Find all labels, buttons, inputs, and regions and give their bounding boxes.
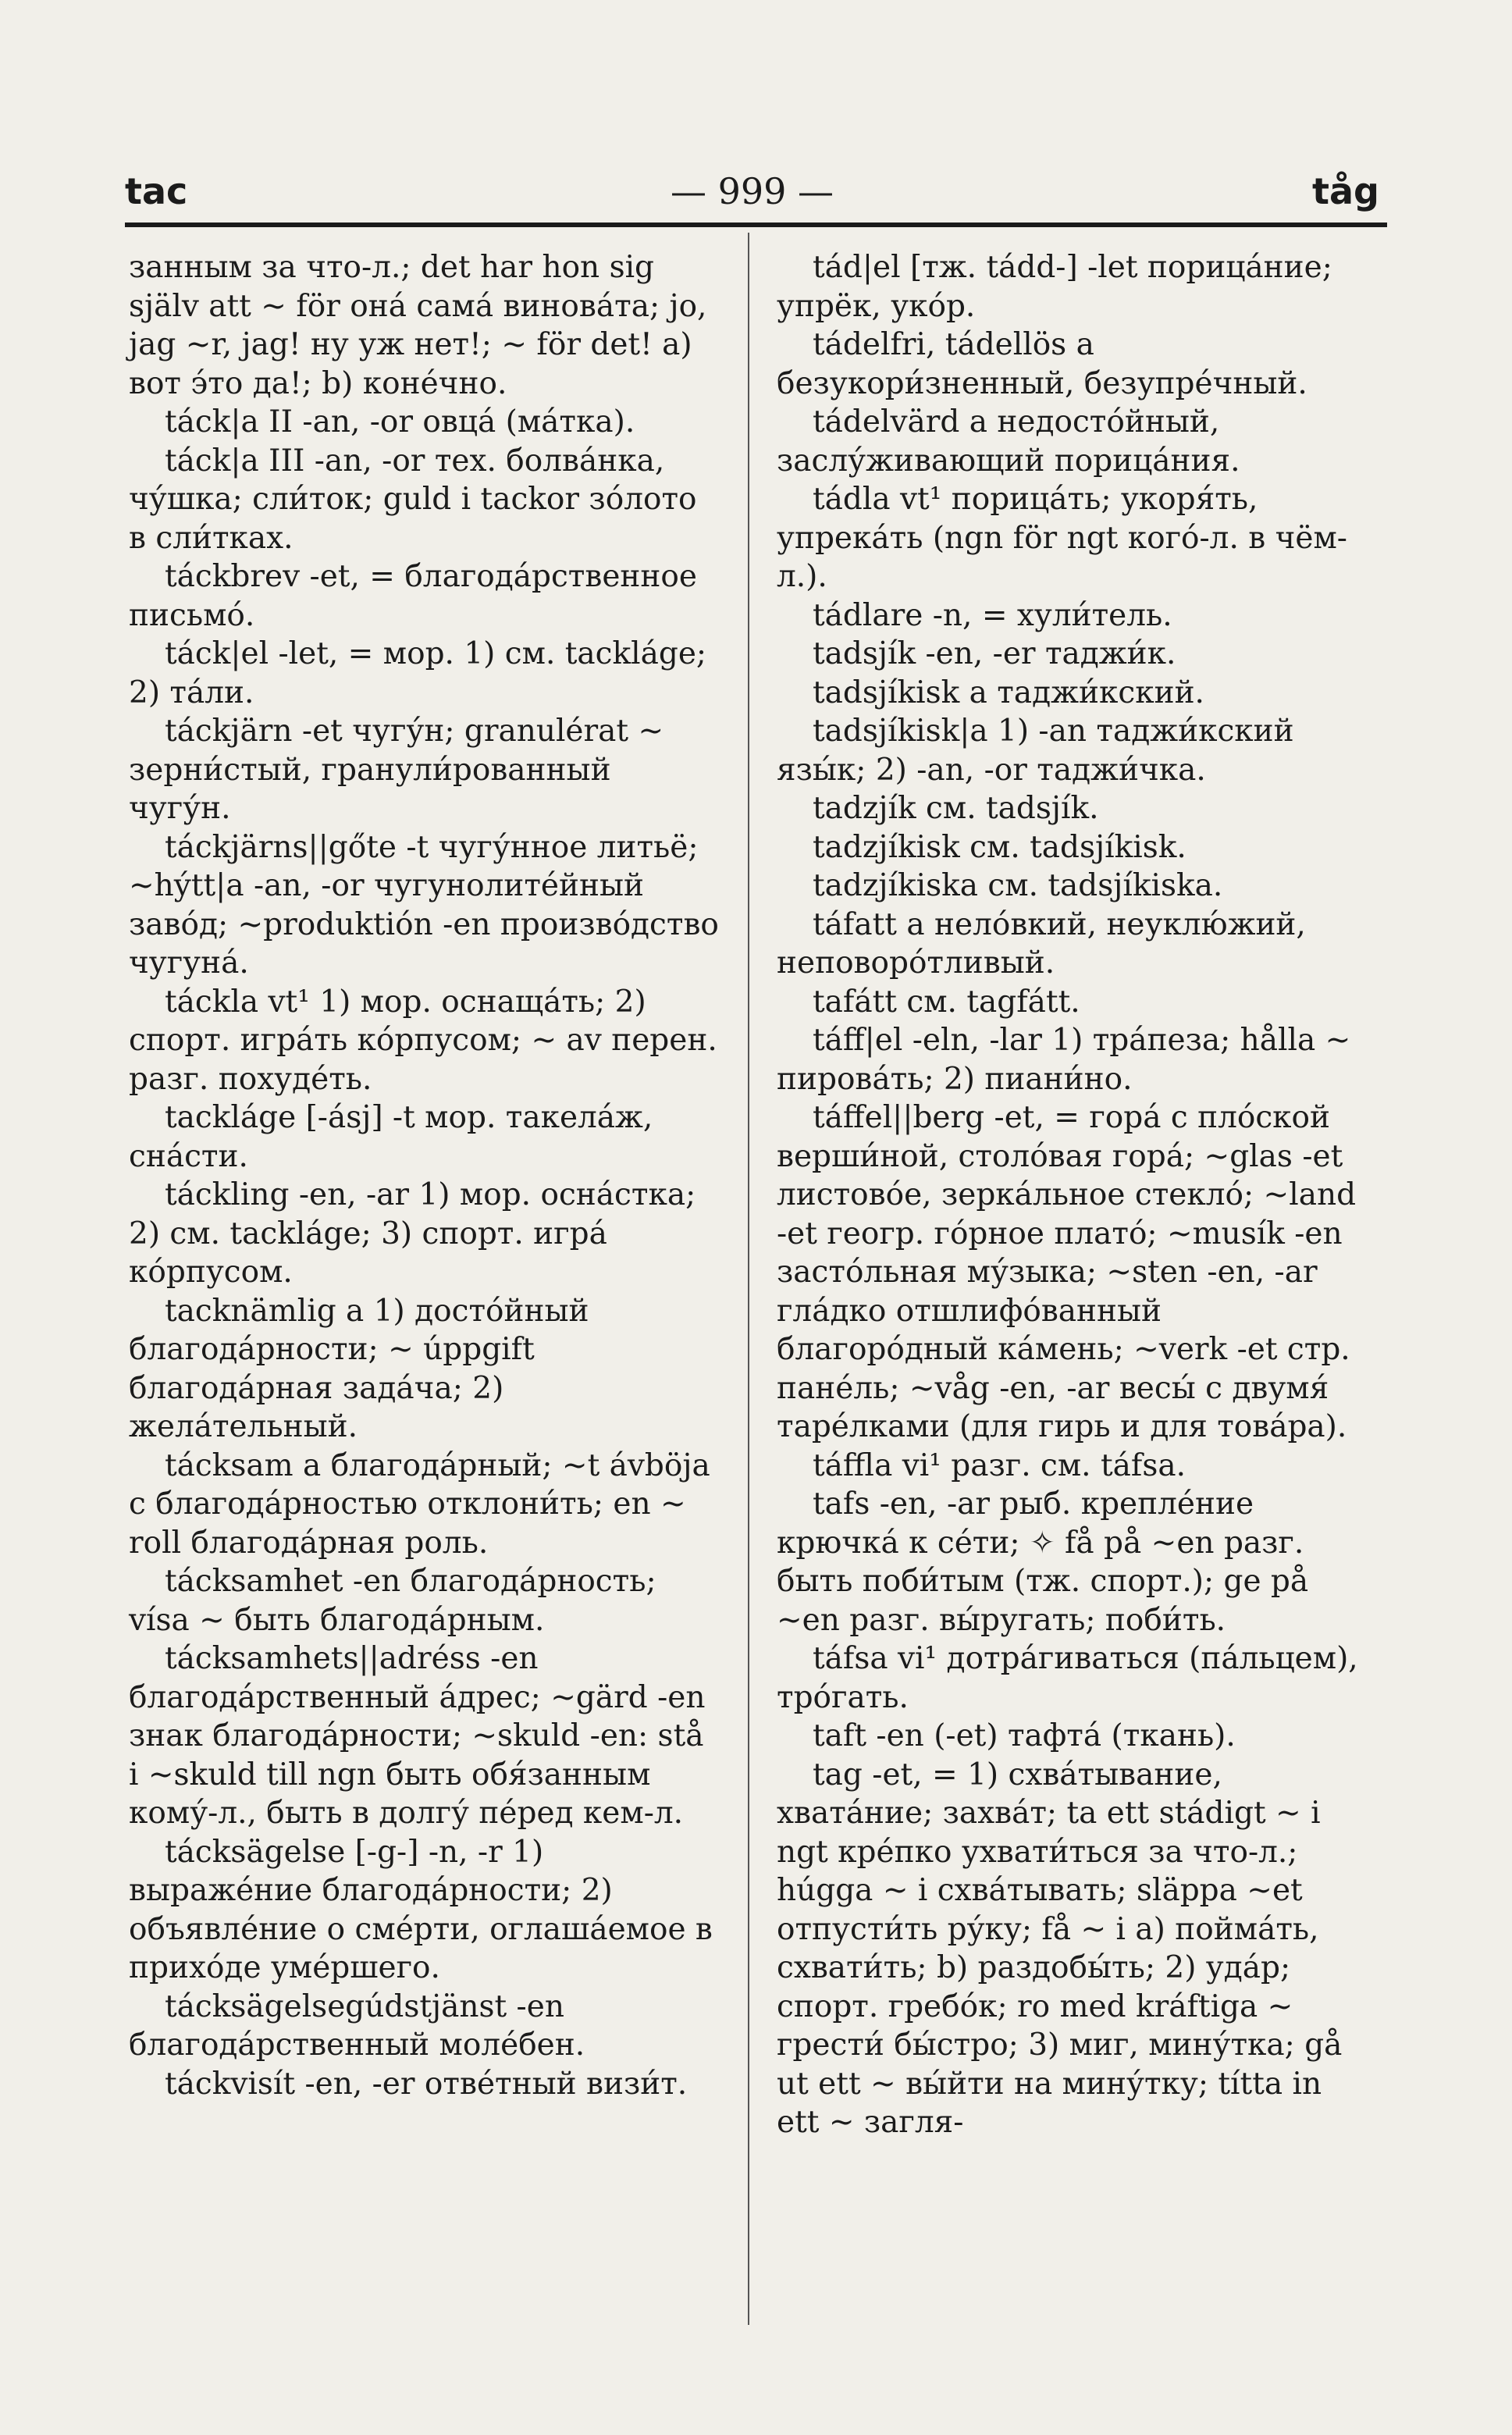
dictionary-entry: táckbrev -et, = благода́рственное письмо́.: [129, 559, 697, 633]
left-column: [129, 248, 722, 2103]
dictionary-entry: táff|el -eln, -lar 1) тра́пеза; hålla ~ пирова́ть; 2) пиани́но.: [777, 1023, 1351, 1097]
dictionary-entry: tadsjíkisk a таджи́кский.: [813, 675, 1204, 710]
dictionary-entry: tag -et, = 1) схва́тывание, хвата́ние; захва́т; ta ett stádigt ~ i ngt кре́пко ухвати́ться за что-л.; húgga ~ i схва́тывать; släppa ~et отпусти́ть ру́ку; få ~ i a) пойма́ть, схвати́ть; b) раздобы́ть; 2) уда́р; спорт. гребо́к; ro med kráftiga ~ грести́ бы́стро; 3) миг, мину́тка; gå ut ett ~ вы́йти на мину́тку; títta in ett ~ загля-: [777, 1757, 1343, 2140]
dictionary-entry: táck|a III -an, -or тех. болва́нка, чу́шка; сли́ток; guld i tackor зо́лото в сли́тках.: [129, 443, 697, 556]
dictionary-entry: tadzjík см. tadsjík.: [813, 791, 1099, 826]
dictionary-entry: táckjärns||gőte -t чугу́нное литьё; ~hýtt|a -an, -or чугунолите́йный заво́д; ~produktión -en произво́дство чугуна́.: [129, 829, 719, 981]
dictionary-entry: tádelvärd a недосто́йный, заслу́живающий порица́ния.: [777, 404, 1240, 479]
page-header: [125, 156, 1379, 219]
dictionary-entry: tádelfri, tádellös a безукори́зненный, безупре́чный.: [777, 327, 1307, 401]
dictionary-entry: táckjärn -et чугу́н; granulérat ~ зерни́стый, гранули́рованный чугу́н.: [129, 714, 664, 826]
dictionary-entry: tácksägelsegúdstjänst -en благода́рственный моле́бен.: [129, 1988, 585, 2063]
dictionary-entry: tafs -en, -ar рыб. крепле́ние крючка́ к се́ти; ✧ få på ~en разг. быть поби́тым (тж. спорт.); ge på ~en разг. вы́ругать; поби́ть.: [777, 1486, 1309, 1638]
dictionary-entry: tácksamhet -en благода́рность; vísa ~ быть благода́рным.: [129, 1564, 656, 1638]
dictionary-entry: tád|el [тж. tádd-] -let порица́ние; упрёк, уко́р.: [777, 250, 1332, 324]
right-column: [777, 248, 1371, 2142]
column-divider: [748, 233, 749, 2325]
dictionary-entry: táck|a II -an, -or овца́ (ма́тка).: [165, 404, 635, 440]
dictionary-entry: занным за что-л.; det har hon sig själv att ~ för она́ сама́ винова́та; jo, jag ~r, jag! ну уж нет!; ~ för det! a) вот э́то да!; b) коне́чно.: [129, 250, 707, 401]
dictionary-entry: tadzjíkiska см. tadsjíkiska.: [813, 868, 1223, 903]
dictionary-entry: tafátt см. tagfátt.: [813, 984, 1080, 1020]
dictionary-entry: tacknämlig a 1) досто́йный благода́рности; ~ úppgift благода́рная зада́ча; 2) жела́тельный.: [129, 1293, 589, 1444]
dictionary-entry: tadsjík -en, -er таджи́к.: [813, 636, 1176, 671]
dictionary-entry: tackláge [-ásj] -t мор. такела́ж, сна́сти.: [129, 1100, 653, 1174]
dictionary-entry: táck|el -let, = мор. 1) см. tackláge; 2) та́ли.: [129, 636, 707, 710]
dictionary-entry: táffla vi¹ разг. см. táfsa.: [813, 1447, 1186, 1483]
dictionary-entry: táfsa vi¹ дотра́гиваться (па́льцем), тро́гать.: [777, 1641, 1358, 1715]
dictionary-entry: tádla vt¹ порица́ть; укоря́ть, упрека́ть (ngn för ngt кого́-л. в чём-л.).: [777, 482, 1347, 594]
dictionary-entry: táffel||berg -et, = гора́ с пло́ской верши́ной, столо́вая гора́; ~glas -et листово́е, зерка́льное стекло́; ~land -et геогр. го́рное плато́; ~musík -en засто́льная му́зыка; ~sten -en, -ar гла́дко отшлифо́ванный благоро́дный ка́мень; ~verk -et стр. пане́ль; ~våg -en, -ar весы́ с двумя́ таре́лками (для гирь и для това́ра).: [777, 1100, 1357, 1444]
dictionary-entry: táckla vt¹ 1) мор. оснаща́ть; 2) спорт. игра́ть ко́рпусом; ~ av перен. разг. похуде́ть.: [129, 984, 717, 1097]
dictionary-entry: táckling -en, -ar 1) мор. осна́стка; 2) см. tackláge; 3) спорт. игра́ ко́рпусом.: [129, 1177, 696, 1290]
dictionary-entry: taft -en (-et) тафта́ (ткань).: [813, 1718, 1236, 1753]
dictionary-entry: táckvisít -en, -er отве́тный визи́т.: [165, 2066, 688, 2102]
dictionary-entry: tadsjíkisk|a 1) -an таджи́кский язы́к; 2) -an, -or таджи́чка.: [777, 714, 1294, 788]
header-rule: [125, 222, 1387, 227]
dictionary-entry: tácksamhets||adréss -en благода́рственный а́дрес; ~gärd -en знак благода́рности; ~skuld -en: stå i ~skuld till ngn быть обя́занным кому́-л., быть в долгу́ пе́ред кем-л.: [129, 1641, 706, 1831]
page-number: — 999 —: [670, 170, 834, 212]
dictionary-entry: tácksägelse [-g-] -n, -r 1) выраже́ние благода́рности; 2) объявле́ние о сме́рти, оглаша́емое в прихо́де уме́ршего.: [129, 1834, 713, 1985]
dictionary-entry: tadzjíkisk см. tadsjíkisk.: [813, 829, 1186, 865]
dictionary-entry: táfatt a нело́вкий, неуклю́жий, неповоро́тливый.: [777, 906, 1306, 981]
header-last-word: tåg: [1312, 170, 1379, 212]
dictionary-entry: tádlare -n, = хули́тель.: [813, 597, 1172, 633]
dictionary-entry: tácksam a благода́рный; ~t ávböja с благода́рностью отклони́ть; en ~ roll благода́рная роль.: [129, 1447, 710, 1561]
header-first-word: tac: [125, 170, 188, 212]
